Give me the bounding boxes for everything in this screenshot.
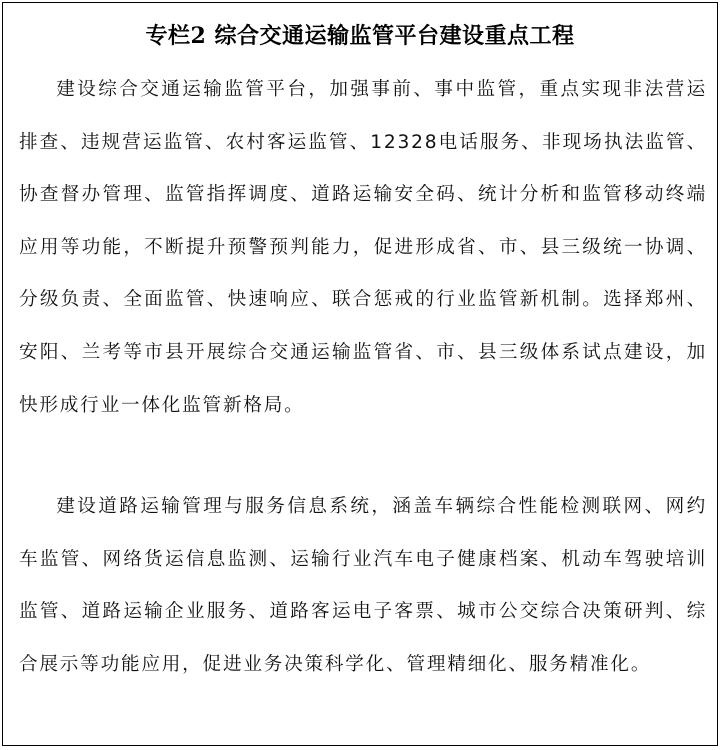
column-box — [2, 2, 718, 746]
paragraph-platform: 建设综合交通运输监管平台，加强事前、事中监管，重点实现非法营运排查、违规营运监管、农村客运监管、12328电话服务、非现场执法监管、协查督办管理、监管指挥调度、道路运输安全码、统计分析和监管移动终端应用等功能，不断提升预警预判能力，促进形成省、市、县三级统一协调、分级负责、全面监管、快速响应、联合惩戒的行业监管新机制。选择郑州、安阳、兰考等市县开展综合交通运输监管省、市、县三级体系试点建设，加快形成行业一体化监管新格局。 — [19, 79, 707, 416]
box-title: 专栏2 综合交通运输监管平台建设重点工程 — [145, 23, 575, 49]
paragraph-info-system: 建设道路运输管理与服务信息系统，涵盖车辆综合性能检测联网、网约车监管、网络货运信息监测、运输行业汽车电子健康档案、机动车驾驶培训监管、道路运输企业服务、道路客运电子客票、城市公交综合决策研判、综合展示等功能应用，促进业务决策科学化、管理精细化、服务精准化。 — [19, 496, 707, 675]
